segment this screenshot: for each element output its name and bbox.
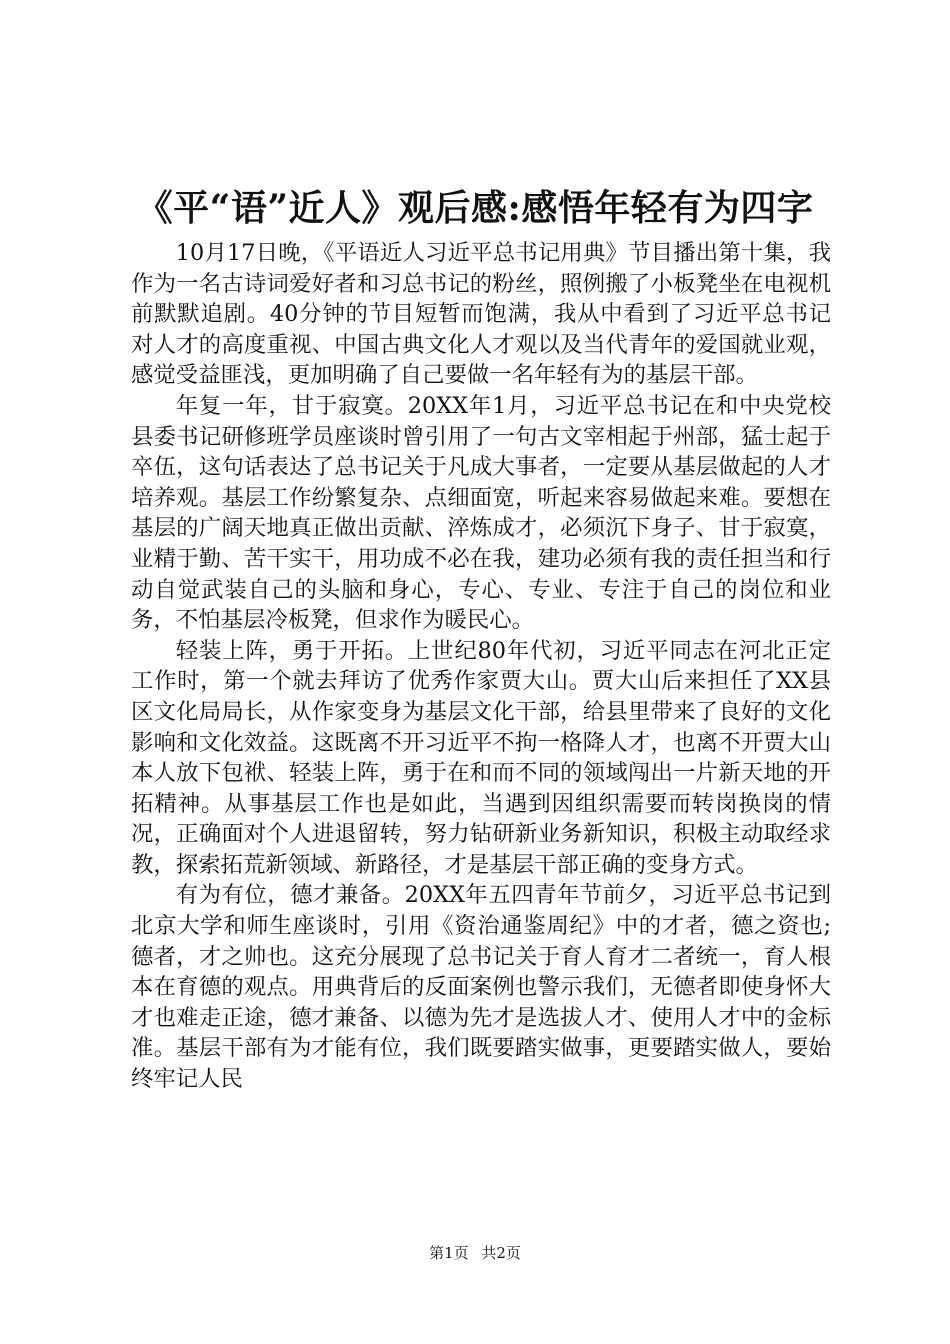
paragraph: 10月17日晚，《平语近人习近平总书记用典》节目播出第十集，我作为一名古诗词爱好者和习总书记的粉丝，照例搬了小板凳坐在电视机前默默追剧。40分钟的节目短暂而饱满，我从中看到了习近平总书记对人才的高度重视、中国古典文化人才观以及当代青年的爱国就业观，感觉受益匪浅，更加明确了自己要做一名年轻有为的基层干部。 <box>131 240 831 389</box>
page-footer <box>0 1242 950 1264</box>
paragraph: 年复一年，甘于寂寞。20XX年1月，习近平总书记在和中央党校县委书记研修班学员座谈时曾引用了一句古文宰相起于州部，猛士起于卒伍，这句话表达了总书记关于凡成大事者，一定要从基层做起的人才培养观。基层工作纷繁复杂、点细面宽，听起来容易做起来难。要想在基层的广阔天地真正做出贡献、淬炼成才，必须沉下身子、甘于寂寞，业精于勤、苦干实干，用功成不必在我，建功必须有我的责任担当和行动自觉武装自己的头脑和身心，专心、专业、专注于自己的岗位和业务，不怕基层冷板凳，但求作为暖民心。 <box>131 392 831 634</box>
paragraph: 轻装上阵，勇于开拓。上世纪80年代初，习近平同志在河北正定工作时，第一个就去拜访了优秀作家贾大山。贾大山后来担任了XX县区文化局局长，从作家变身为基层文化干部，给县里带来了良好的文化影响和文化效益。这既离不开习近平不拘一格降人才，也离不开贾大山本人放下包袱、轻装上阵，勇于在和而不同的领域闯出一片新天地的开拓精神。从事基层工作也是如此，当遇到因组织需要而转岗换岗的情况，正确面对个人进退留转，努力钻研新业务新知识，积极主动取经求教，探索拓荒新领域、新路径，才是基层干部正确的变身方式。 <box>131 637 831 878</box>
document-title: 《平“语”近人》观后感:感悟年轻有为四字 <box>136 187 814 229</box>
document-body <box>131 238 831 1095</box>
page-number: 第1页 <box>429 1244 469 1262</box>
page-total: 共2页 <box>481 1244 521 1262</box>
paragraph: 有为有位，德才兼备。20XX年五四青年节前夕，习近平总书记到北京大学和师生座谈时，引用《资治通鉴周纪》中的才者，德之资也;德者，才之帅也。这充分展现了总书记关于育人育才二者统一，育人根本在育德的观点。用典背后的反面案例也警示我们，无德者即使身怀大才也难走正途，德才兼备、以德为先才是选拔人才、使用人才中的金标准。基层干部有为才能有位，我们既要踏实做事，更要踏实做人，要始终牢记人民 <box>131 882 831 1093</box>
